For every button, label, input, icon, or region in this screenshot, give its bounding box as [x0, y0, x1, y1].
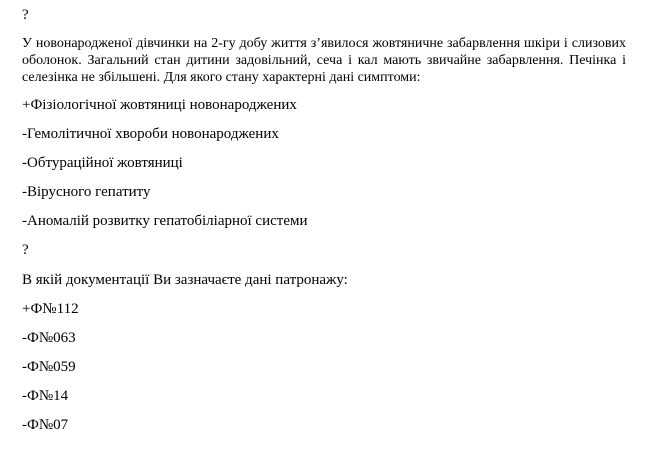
answer-option: -Вірусного гепатиту	[22, 184, 151, 200]
question-text: У новонародженої дівчинки на 2-гу добу життя з’явилося жовтяничне забарвлення шкіри і слизових оболонок. Загальний стан дитини задовільний, сеча і кал мають звичайне забарвлення. Печінка і селезінка не збільшені. Для якого стану характерні дані симптоми:	[22, 36, 626, 85]
answer-option: -Ф№059	[22, 359, 76, 375]
answer-option: -Обтураційної жовтяниці	[22, 155, 183, 171]
question-text: В якій документації Ви зазначаєте дані патронажу:	[22, 272, 348, 288]
answer-option: -Аномалій розвитку гепатобіліарної системи	[22, 213, 308, 229]
answer-option: -Ф№063	[22, 330, 76, 346]
question-marker: ?	[22, 7, 29, 23]
answer-option: -Ф№14	[22, 388, 69, 404]
question-marker: ?	[22, 242, 29, 258]
answer-option: -Гемолітичної хвороби новонароджених	[22, 126, 279, 142]
answer-option: -Ф№07	[22, 417, 69, 433]
answer-option: +Фізіологічної жовтяниці новонароджених	[22, 97, 297, 113]
answer-option: +Ф№112	[22, 301, 79, 317]
